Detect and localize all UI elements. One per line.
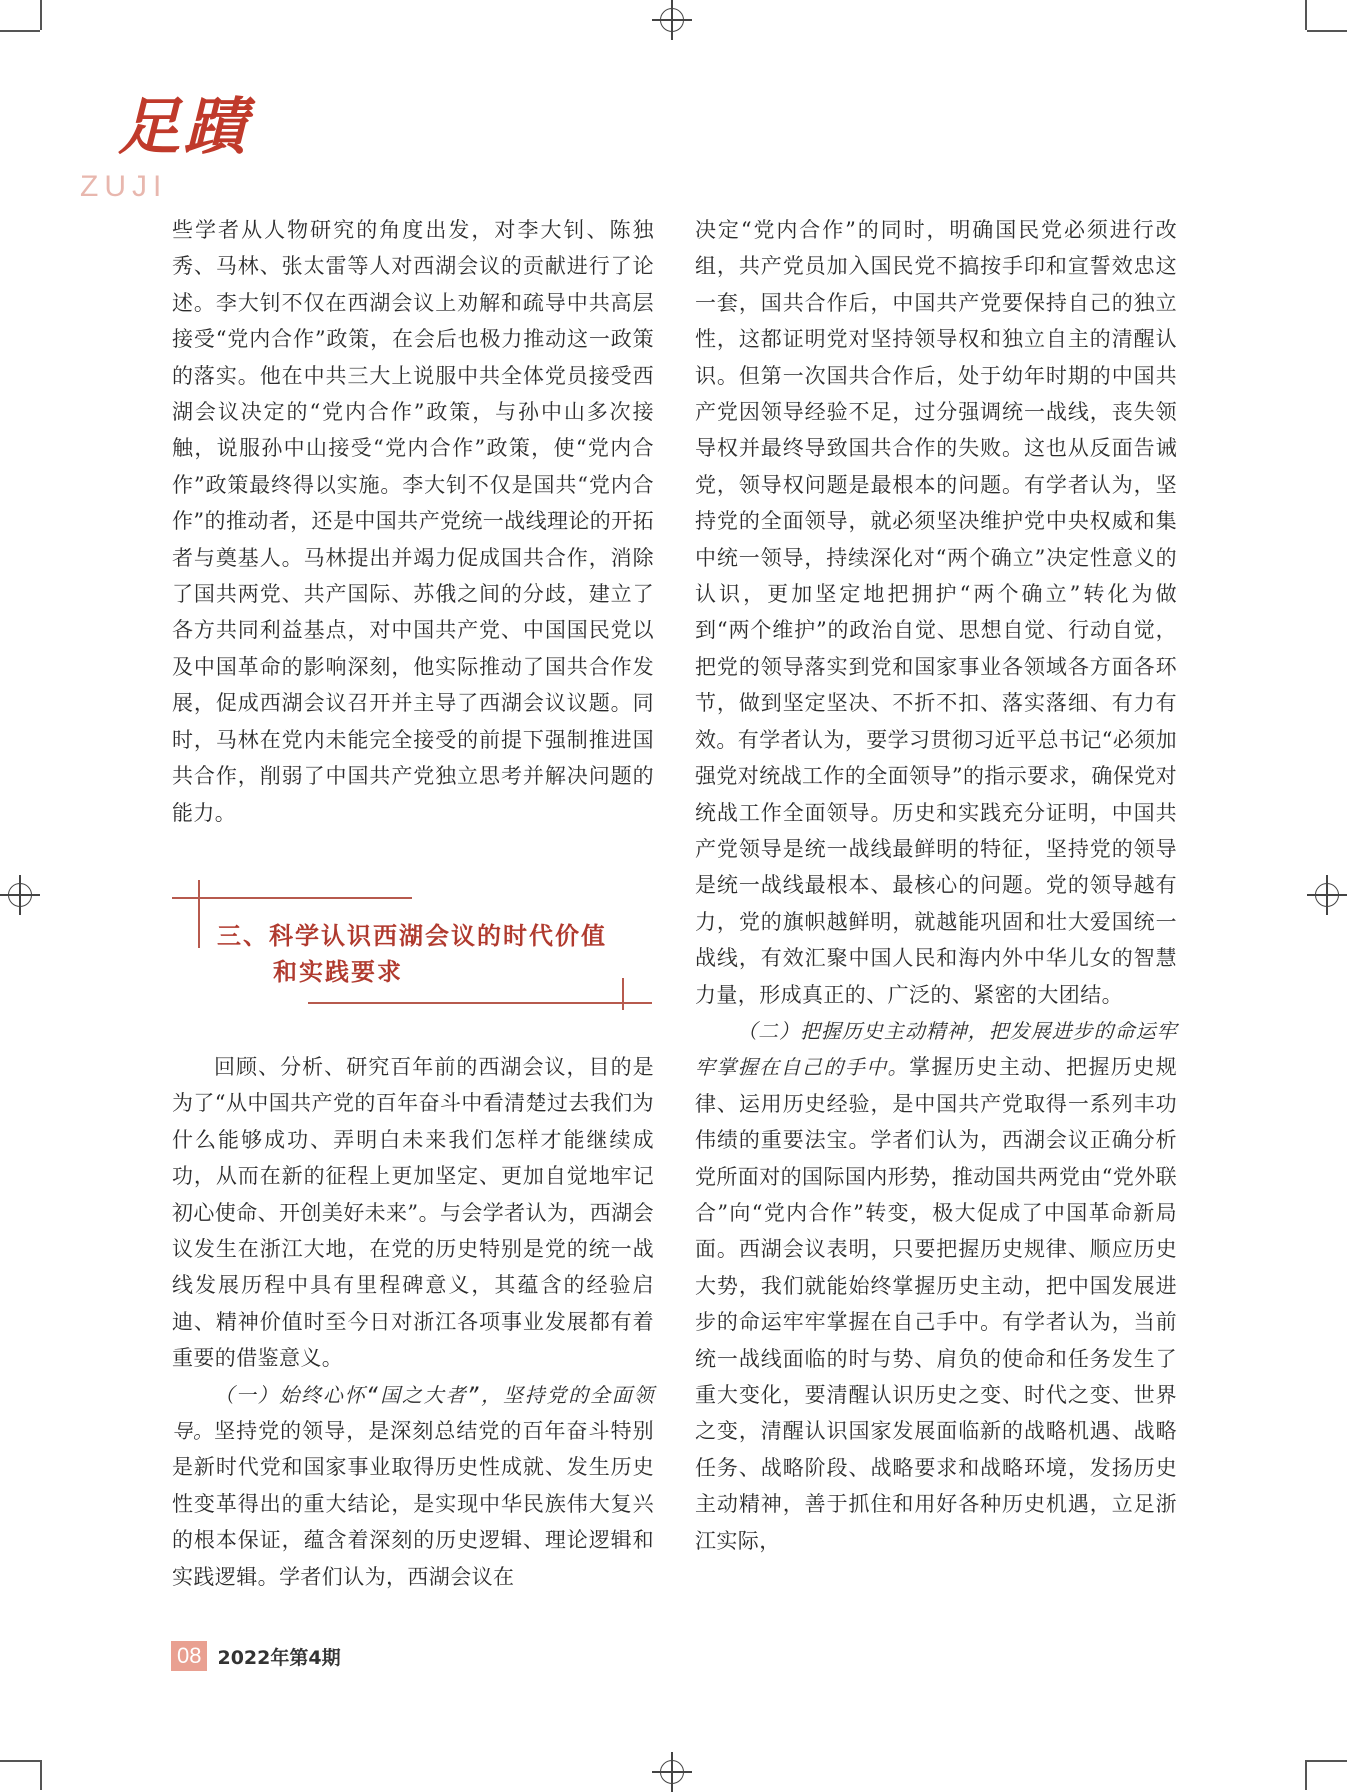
heading-line-1: 三、科学认识西湖会议的时代价值 [217, 922, 607, 950]
page-footer [171, 1640, 341, 1672]
heading-rule [308, 1002, 652, 1004]
registration-mark-icon [652, 0, 692, 40]
crop-mark [40, 0, 42, 30]
body-paragraph [695, 1013, 1177, 1559]
crop-mark [1307, 1760, 1347, 1762]
heading-rule [172, 897, 412, 899]
crop-mark [0, 30, 40, 32]
paragraph-text: 坚持党的领导，是深刻总结党的百年奋斗特别是新时代党和国家事业取得历史性成就、发生历史性变革得出的重大结论，是实现中华民族伟大复兴的根本保证，蕴含着深刻的历史逻辑、理论逻辑和实践逻辑。学者们认为，西湖会议在 [172, 1419, 654, 1589]
body-paragraph: 些学者从人物研究的角度出发，对李大钊、陈独秀、马林、张太雷等人对西湖会议的贡献进行了论述。李大钊不仅在西湖会议上劝解和疏导中共高层接受“党内合作”政策，在会后也极力推动这一政策的落实。他在中共三大上说服中共全体党员接受西湖会议决定的“党内合作”政策，与孙中山多次接触，说服孙中山接受“党内合作”政策，使“党内合作”政策最终得以实施。李大钊不仅是国共“党内合作”的推动者，还是中国共产党统一战线理论的开拓者与奠基人。马林提出并竭力促成国共合作，消除了国共两党、共产国际、苏俄之间的分歧，建立了各方共同利益基点，对中国共产党、中国国民党以及中国革命的影响深刻，他实际推动了国共合作发展，促成西湖会议召开并主导了西湖会议议题。同时，马林在党内未能完全接受的前提下强制推进国共合作，削弱了中国共产党独立思考并解决问题的能力。 [172, 218, 654, 825]
body-paragraph: 回顾、分析、研究百年前的西湖会议，目的是为了“从中国共产党的百年奋斗中看清楚过去我们为什么能够成功、弄明白未来我们怎样才能继续成功，从而在新的征程上更加坚定、更加自觉地牢记初心使命、开创美好未来”。与会学者认为，西湖会议发生在浙江大地，在党的历史特别是党的统一战线发展历程中具有里程碑意义，其蕴含的经验启迪、精神价值时至今日对浙江各项事业发展都有着重要的借鉴意义。 [172, 1055, 654, 1371]
section-heading [172, 880, 652, 1030]
heading-title [217, 918, 607, 990]
issue-label: 2022年第4期 [217, 1646, 341, 1669]
subheading: （二）把握历史主动精神，把发展进步的命运牢牢掌握在自己的手中。 [695, 1018, 1177, 1080]
crop-mark [1305, 0, 1307, 30]
right-column [695, 212, 1177, 1559]
section-logo: 足蹟 [118, 90, 251, 163]
heading-rule [198, 880, 200, 948]
left-column [172, 212, 654, 831]
heading-rule [622, 978, 624, 1010]
subheading: （一）始终心怀“国之大者”，坚持党的全面领导。 [172, 1382, 654, 1444]
body-paragraph: 决定“党内合作”的同时，明确国民党必须进行改组，共产党员加入国民党不搞按手印和宣誓效忠这一套，国共合作后，中国共产党要保持自己的独立性，这都证明党对坚持领导权和独立自主的清醒认识。但第一次国共合作后，处于幼年时期的中国共产党因领导经验不足，过分强调统一战线，丧失领导权并最终导致国共合作的失败。这也从反面告诫党，领导权问题是最根本的问题。有学者认为，坚持党的全面领导，就必须坚决维护党中央权威和集中统一领导，持续深化对“两个确立”决定性意义的认识，更加坚定地把拥护“两个确立”转化为做到“两个维护”的政治自觉、思想自觉、行动自觉，把党的领导落实到党和国家事业各领域各方面各环节，做到坚定坚决、不折不扣、落实落细、有力有效。有学者认为，要学习贯彻习近平总书记“必须加强党对统战工作的全面领导”的指示要求，确保党对统战工作全面领导。历史和实践充分证明，中国共产党领导是统一战线最鲜明的特征，坚持党的领导是统一战线最根本、最核心的问题。党的领导越有力，党的旗帜越鲜明，就越能巩固和壮大爱国统一战线，有效汇聚中国人民和海内外中华儿女的智慧力量，形成真正的、广泛的、紧密的大团结。 [695, 218, 1177, 1007]
paragraph-text: 掌握历史主动、把握历史规律、运用历史经验，是中国共产党取得一系列丰功伟绩的重要法宝。学者们认为，西湖会议正确分析党所面对的国际国内形势，推动国共两党由“党外联合”向“党内合作”转变，极大促成了中国革命新局面。西湖会议表明，只要把握历史规律、顺应历史大势，我们就能始终掌握历史主动，把中国发展进步的命运牢牢掌握在自己手中。有学者认为，当前统一战线面临的时与势、肩负的使命和任务发生了重大变化，要清醒认识历史之变、时代之变、世界之变，清醒认识国家发展面临新的战略机遇、战略任务、战略阶段、战略要求和战略环境，发扬历史主动精神，善于抓住和用好各种历史机遇，立足浙江实际， [695, 1055, 1177, 1553]
registration-mark-icon [1307, 875, 1347, 915]
left-column-lower [172, 1049, 654, 1595]
registration-mark-icon [652, 1752, 692, 1792]
crop-mark [40, 1760, 42, 1790]
page-number: 08 [171, 1641, 207, 1671]
heading-line-2: 和实践要求 [273, 958, 403, 986]
crop-mark [1307, 30, 1347, 32]
registration-mark-icon [0, 875, 40, 915]
crop-mark [0, 1760, 40, 1762]
body-paragraph [172, 1377, 654, 1595]
crop-mark [1305, 1760, 1307, 1790]
section-logo-pinyin: ZUJI [80, 170, 168, 203]
